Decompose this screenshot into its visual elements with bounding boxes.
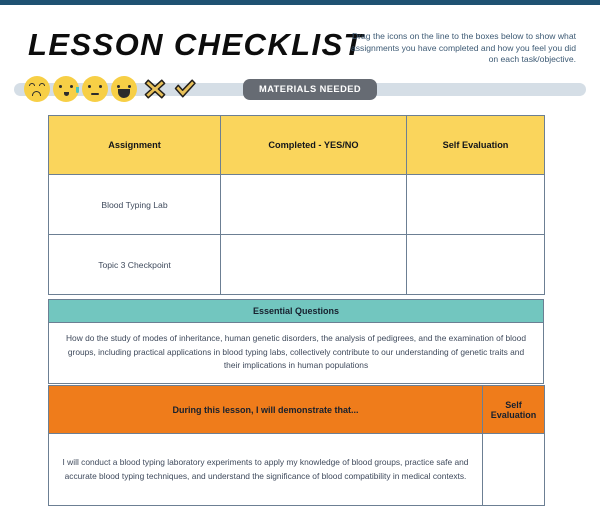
tear-drop-icon: [76, 87, 79, 93]
completed-dropzone-cell[interactable]: [221, 175, 407, 235]
eyebrow-left: [29, 83, 35, 86]
instructions-text: Drag the icons on the line to the boxes below to show what assignments you have completed and how you feel you did on each task/objective.: [350, 31, 576, 65]
mouth-flat: [91, 93, 99, 95]
mouth-open: [118, 89, 130, 98]
assignment-table: [48, 115, 545, 295]
eye-left: [59, 85, 62, 88]
table-row: [49, 235, 545, 295]
assignment-name-cell: Topic 3 Checkpoint: [49, 235, 221, 295]
emoji-happy[interactable]: [111, 76, 137, 102]
page-header: [0, 25, 600, 73]
materials-needed-badge[interactable]: MATERIALS NEEDED: [243, 79, 377, 100]
eyebrow-right: [39, 83, 45, 86]
mouth-small: [64, 92, 69, 96]
eye-left: [117, 85, 120, 88]
mouth-frown: [32, 91, 41, 96]
emoji-worried[interactable]: [53, 76, 79, 102]
column-header-completed: Completed - YES/NO: [221, 116, 407, 175]
draggable-icon-row: [24, 74, 197, 104]
essential-questions-box: [48, 299, 544, 384]
emoji-neutral[interactable]: [82, 76, 108, 102]
essential-questions-heading: Essential Questions: [49, 300, 543, 323]
table-row: [49, 434, 545, 506]
essential-questions-body: How do the study of modes of inheritance, human genetic disorders, the analysis of pedigrees, and the examination of blood groups, including practical applications in blood typing labs, collectively contribute to our understanding of genetic traits and their implications in human populations: [49, 323, 543, 383]
emoji-sad-crying[interactable]: [24, 76, 50, 102]
eye-right: [128, 85, 131, 88]
assignment-table-header-row: [49, 116, 545, 175]
column-header-demonstrate: During this lesson, I will demonstrate that...: [49, 386, 483, 434]
demonstrate-table-header-row: [49, 386, 545, 434]
demonstrate-table: [48, 385, 545, 506]
completed-dropzone-cell[interactable]: [221, 235, 407, 295]
eye-left: [88, 85, 91, 88]
self-evaluation-dropzone-cell[interactable]: [483, 434, 545, 506]
self-evaluation-dropzone-cell[interactable]: [407, 235, 545, 295]
eye-right: [70, 85, 73, 88]
worksheet-page: [0, 5, 600, 526]
table-row: [49, 175, 545, 235]
objective-statement-text: I will conduct a blood typing laboratory experiments to apply my knowledge of blood groups, practice safe and accurate blood typing techniques, and understand the significance of blood compatibility in medical contexts.: [62, 457, 469, 481]
eye-right: [99, 85, 102, 88]
column-header-self-evaluation: Self Evaluation: [407, 116, 545, 175]
x-mark-icon[interactable]: [143, 76, 167, 102]
assignment-name-cell: Blood Typing Lab: [49, 175, 221, 235]
page-title: LESSON CHECKLIST: [28, 27, 364, 62]
check-mark-icon[interactable]: [173, 76, 197, 102]
objective-statement-cell: [49, 434, 483, 506]
column-header-assignment: Assignment: [49, 116, 221, 175]
self-evaluation-dropzone-cell[interactable]: [407, 175, 545, 235]
column-header-self-evaluation: Self Evaluation: [483, 386, 545, 434]
